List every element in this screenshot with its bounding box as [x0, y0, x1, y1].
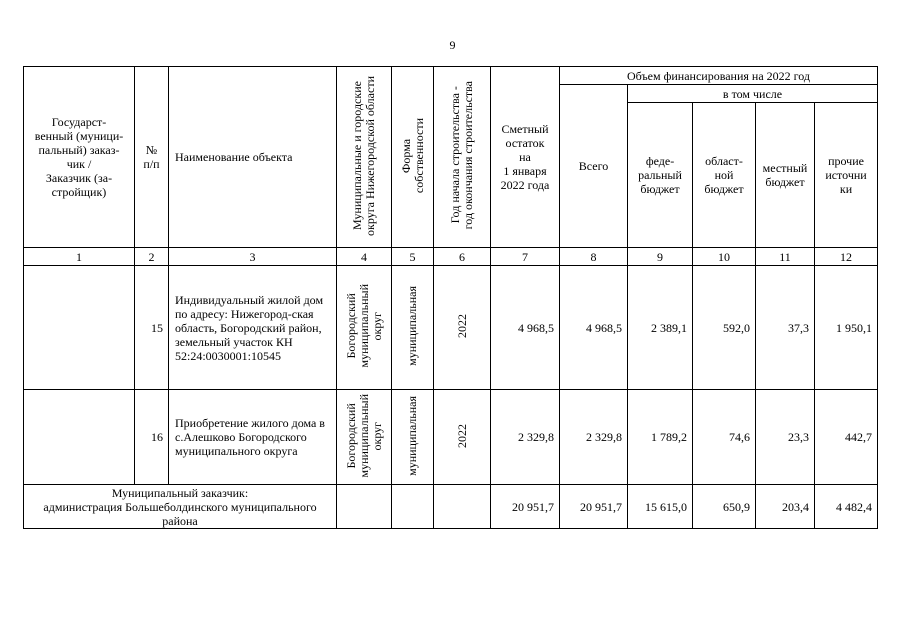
header-object-name: Наименование объекта: [169, 67, 337, 248]
cell-years: 2022: [434, 390, 491, 485]
column-numbers-row: [24, 248, 878, 266]
cell-num: 16: [135, 390, 169, 485]
column-number: 1: [24, 248, 135, 266]
cell-total: 4 968,5: [560, 266, 628, 390]
header-including: в том числе: [628, 85, 878, 103]
header-funding-volume: Объем финансирования на 2022 год: [560, 67, 878, 85]
cell-ownership: муниципальная: [392, 266, 434, 390]
cell-other: 1 950,1: [815, 266, 878, 390]
summary-other: 4 482,4: [815, 485, 878, 529]
column-number: 9: [628, 248, 693, 266]
cell-years: 2022: [434, 266, 491, 390]
financing-table: [23, 66, 878, 529]
cell-federal: 1 789,2: [628, 390, 693, 485]
summary-empty-cell: [392, 485, 434, 529]
header-years: Год начала строительства - год окончания строительства: [434, 67, 491, 248]
column-number: 5: [392, 248, 434, 266]
cell-local: 23,3: [756, 390, 815, 485]
column-number: 2: [135, 248, 169, 266]
column-number: 4: [337, 248, 392, 266]
summary-remaining: 20 951,7: [491, 485, 560, 529]
cell-other: 442,7: [815, 390, 878, 485]
page-number: 9: [449, 38, 456, 52]
header-num: № п/п: [135, 67, 169, 248]
cell-regional: 74,6: [693, 390, 756, 485]
header-regional: област- ной бюджет: [693, 103, 756, 248]
summary-total: 20 951,7: [560, 485, 628, 529]
summary-local: 203,4: [756, 485, 815, 529]
header-remaining: Сметный остаток на 1 января 2022 года: [491, 67, 560, 248]
cell-num: 15: [135, 266, 169, 390]
cell-total: 2 329,8: [560, 390, 628, 485]
cell-remaining: 4 968,5: [491, 266, 560, 390]
cell-customer: [24, 390, 135, 485]
summary-regional: 650,9: [693, 485, 756, 529]
header-customer: Государст- венный (муници- пальный) заказ- чик / Заказчик (за- стройщик): [24, 67, 135, 248]
cell-federal: 2 389,1: [628, 266, 693, 390]
cell-object-name: Индивидуальный жилой дом по адресу: Нижегород-ская область, Богородский район, земельный участок КН 52:24:0030001:10545: [169, 266, 337, 390]
cell-customer: [24, 266, 135, 390]
column-number: 8: [560, 248, 628, 266]
column-number: 10: [693, 248, 756, 266]
header-row-1: [24, 67, 878, 85]
financing-table-container: [23, 66, 878, 529]
summary-row: [24, 485, 878, 529]
summary-federal: 15 615,0: [628, 485, 693, 529]
header-total: Всего: [560, 85, 628, 248]
table-row: [24, 390, 878, 485]
summary-empty-cell: [337, 485, 392, 529]
header-municipality: Муниципальные и городские округа Нижегородской области: [337, 67, 392, 248]
cell-ownership: муниципальная: [392, 390, 434, 485]
cell-object-name: Приобретение жилого дома в с.Алешково Богородского муниципального округа: [169, 390, 337, 485]
summary-label: Муниципальный заказчик: администрация Большеболдинского муниципального района: [24, 485, 337, 529]
column-number: 6: [434, 248, 491, 266]
header-ownership: Форма собственности: [392, 67, 434, 248]
column-number: 12: [815, 248, 878, 266]
header-local: местный бюджет: [756, 103, 815, 248]
summary-empty-cell: [434, 485, 491, 529]
column-number: 3: [169, 248, 337, 266]
cell-regional: 592,0: [693, 266, 756, 390]
column-number: 7: [491, 248, 560, 266]
cell-municipality: Богородский муниципальный округ: [337, 390, 392, 485]
cell-local: 37,3: [756, 266, 815, 390]
table-row: [24, 266, 878, 390]
cell-municipality: Богородский муниципальный округ: [337, 266, 392, 390]
header-federal: феде- ральный бюджет: [628, 103, 693, 248]
column-number: 11: [756, 248, 815, 266]
header-other: прочие источни ки: [815, 103, 878, 248]
cell-remaining: 2 329,8: [491, 390, 560, 485]
